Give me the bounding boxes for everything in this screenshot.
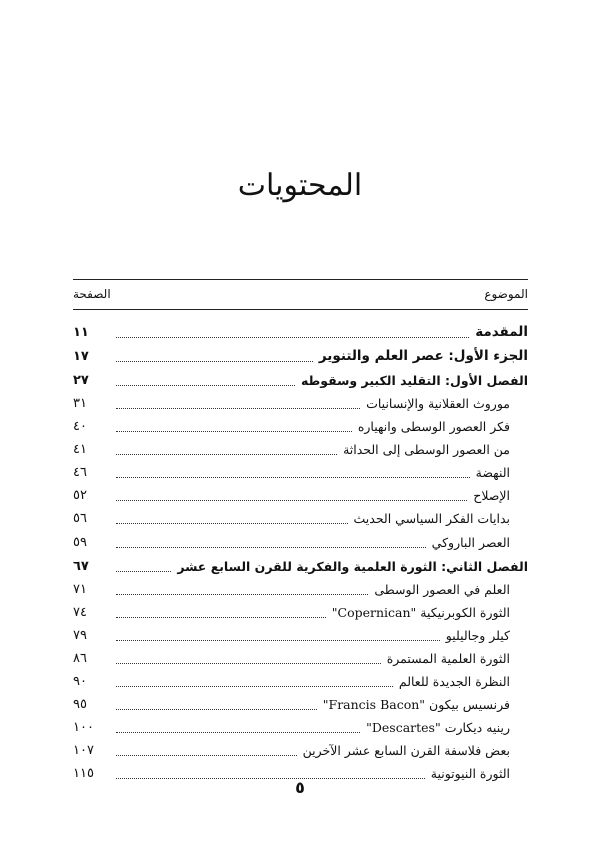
toc-entry-title: الجزء الأول: عصر العلم والتنوير	[318, 348, 528, 364]
toc-entry	[73, 368, 528, 392]
toc-entry-page: ٨٦	[73, 650, 87, 666]
top-rule	[73, 279, 528, 280]
toc-entry-page: ١٠٠	[73, 719, 94, 735]
dot-leader	[116, 709, 317, 710]
dot-leader	[116, 594, 368, 595]
dot-leader	[116, 477, 470, 478]
toc-entry-title: الفصل الثاني: الثورة العلمية والفكرية للقرن السابع عشر	[177, 558, 528, 574]
dot-leader	[116, 454, 337, 455]
dot-leader	[116, 640, 440, 641]
toc-entry-title: من العصور الوسطى إلى الحداثة	[343, 441, 510, 457]
toc-entry	[73, 623, 528, 647]
toc-entry-title: الثورة النيوتونية	[430, 765, 510, 781]
toc-entry-title: بعض فلاسفة القرن السابع عشر الآخرين	[302, 742, 510, 758]
toc-entry-page: ٩٠	[73, 673, 87, 689]
toc-entry-title: النظرة الجديدة للعالم	[398, 673, 510, 689]
toc-entry-page: ٤٦	[73, 464, 87, 480]
toc-entry-title: فكر العصور الوسطى وانهياره	[357, 418, 510, 434]
toc-entry	[73, 414, 528, 438]
toc-entry	[73, 577, 528, 601]
toc-entry-page: ٥٢	[73, 487, 87, 503]
toc-entry	[73, 692, 528, 716]
page-title: المحتويات	[237, 168, 363, 203]
toc-entry	[73, 437, 528, 461]
toc-entry	[73, 460, 528, 484]
page-column-header: الصفحة	[73, 287, 111, 301]
dot-leader	[116, 686, 393, 687]
dot-leader	[116, 732, 360, 733]
toc-entry-title: بدايات الفكر السياسي الحديث	[353, 510, 510, 526]
toc-entry-page: ٧٩	[73, 627, 87, 643]
toc-entry-page: ١٧	[73, 348, 89, 364]
dot-leader	[116, 500, 467, 501]
toc-entry-title: فرنسيس بيكون "Francis Bacon"	[322, 696, 510, 712]
toc-entry-page: ٩٥	[73, 696, 87, 712]
toc-entry	[73, 600, 528, 624]
toc-entry-page: ٧١	[73, 581, 87, 597]
toc-entry-page: ١٠٧	[73, 742, 94, 758]
dot-leader	[116, 663, 381, 664]
toc-entry-page: ٥٩	[73, 534, 87, 550]
toc-entry	[73, 344, 528, 368]
toc-entry	[73, 483, 528, 507]
toc-entry	[73, 715, 528, 739]
header-rule	[73, 309, 528, 310]
toc-entry-title: المقدمة	[475, 324, 528, 340]
dot-leader	[116, 431, 352, 432]
toc-entry-page: ٤١	[73, 441, 87, 457]
page-number: ٥	[295, 778, 305, 797]
toc-entry-page: ٢٧	[73, 372, 89, 388]
toc-entry	[73, 530, 528, 554]
dot-leader	[116, 571, 171, 572]
toc-entry	[73, 554, 528, 578]
toc-entry	[73, 738, 528, 762]
toc-entry-title: العصر الباروكي	[431, 534, 510, 550]
toc-entry-page: ٣١	[73, 395, 87, 411]
dot-leader	[116, 385, 295, 386]
toc-entry-page: ١١٥	[73, 765, 94, 781]
toc-entry	[73, 646, 528, 670]
toc-entry-page: ٧٤	[73, 604, 87, 620]
dot-leader	[116, 408, 360, 409]
toc-entry-title: الثورة الكوبرنيكية "Copernican"	[331, 604, 510, 620]
toc-entry	[73, 320, 528, 344]
toc-entry-title: رينيه ديكارت "Descartes"	[366, 719, 510, 735]
subject-column-header: الموضوع	[484, 287, 528, 301]
toc-entry-page: ٥٦	[73, 510, 87, 526]
dot-leader	[116, 617, 326, 618]
toc-entry-title: النهضة	[475, 464, 510, 480]
toc-entry	[73, 391, 528, 415]
toc-entry-title: كيلر وجاليليو	[445, 627, 510, 643]
dot-leader	[116, 547, 426, 548]
toc-entry	[73, 506, 528, 530]
toc-entry-title: الإصلاح	[473, 487, 510, 503]
toc-entry-title: موروث العقلانية والإنسانيات	[366, 395, 510, 411]
toc-entry-page: ١١	[73, 324, 89, 340]
dot-leader	[116, 337, 469, 338]
toc-entry-title: الفصل الأول: التقليد الكبير وسقوطه	[300, 372, 528, 388]
toc-entry-page: ٤٠	[73, 418, 87, 434]
toc-entry	[73, 669, 528, 693]
toc-entry-title: الثورة العلمية المستمرة	[386, 650, 510, 666]
dot-leader	[116, 361, 313, 362]
dot-leader	[116, 523, 348, 524]
toc-entry-page: ٦٧	[73, 558, 89, 574]
toc-entry-title: العلم في العصور الوسطى	[374, 581, 510, 597]
dot-leader	[116, 755, 297, 756]
